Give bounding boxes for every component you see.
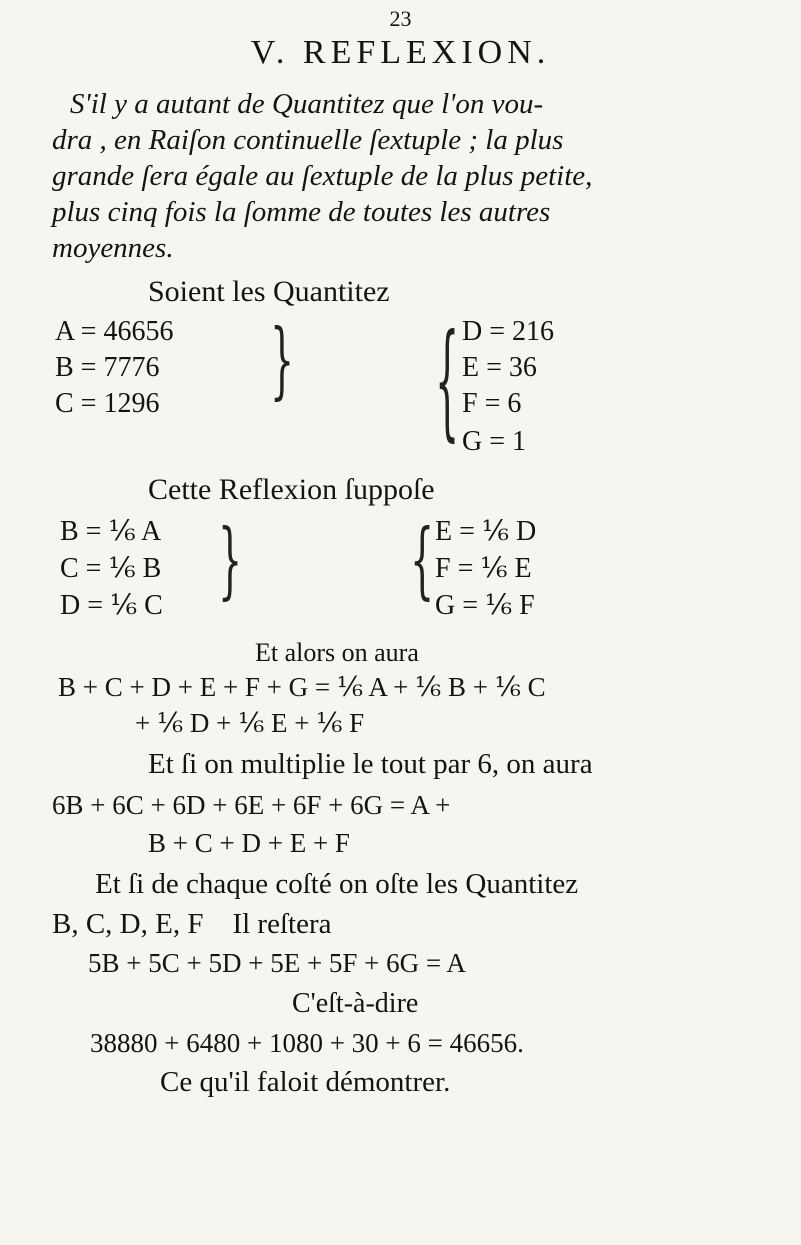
suppose-right-1: E = ⅙ D [435,516,537,547]
mult-equation-2: B + C + D + E + F [148,828,350,858]
proposition-line-2: dra , en Raiſon continuelle ſextuple ; la plus [52,124,564,156]
sum-equation-2: + ⅙ D + ⅙ E + ⅙ F [135,708,365,738]
suppose-intro: Cette Reflexion ſuppoſe [148,473,435,506]
result-equation: 5B + 5C + 5D + 5E + 5F + 6G = A [88,948,466,978]
mult-equation-1: 6B + 6C + 6D + 6E + 6F + 6G = A + [52,790,451,820]
proposition-line-4: plus cinq fois la ſomme de toutes les autres [52,196,551,228]
given-left-2: B = 7776 [55,352,160,383]
given-right-1: D = 216 [462,316,555,347]
remove-list: B, C, D, E, F Il reſtera [52,908,332,940]
cest-a-dire: C'eſt-à-dire [292,988,419,1019]
suppose-left-3: D = ⅙ C [60,590,163,621]
suppose-right-2: F = ⅙ E [435,553,532,584]
proposition-line-3: grande ſera égale au ſextuple de la plus petite, [52,160,593,192]
suppose-left-1: B = ⅙ A [60,516,162,547]
numeric-equation: 38880 + 6480 + 1080 + 30 + 6 = 46656. [90,1028,524,1058]
given-right-2: E = 36 [462,352,537,383]
proposition-line-1: S'il y a autant de Quantitez que l'on vou- [70,88,544,120]
remove-text: Et ſi de chaque coſté on oſte les Quantitez [95,868,579,900]
given-left-3: C = 1296 [55,388,160,419]
given-left-brace: } [270,311,295,409]
given-right-brace: { [435,308,460,454]
sum-equation-1: B + C + D + E + F + G = ⅙ A + ⅙ B + ⅙ C [58,672,546,702]
suppose-right-brace: { [410,511,435,609]
given-right-4: G = 1 [462,426,527,457]
given-intro: Soient les Quantitez [148,275,390,308]
suppose-left-brace: } [218,511,243,609]
given-right-3: F = 6 [462,388,522,419]
conclusion: Ce qu'il faloit démontrer. [160,1066,451,1098]
multiply-text: Et ſi on multiplie le tout par 6, on aura [148,748,593,780]
suppose-right-3: G = ⅙ F [435,590,535,621]
suppose-left-2: C = ⅙ B [60,553,162,584]
alors-text: Et alors on aura [255,638,419,667]
section-heading: V. REFLEXION. [250,34,551,71]
proposition-line-5: moyennes. [52,232,174,264]
given-left-1: A = 46656 [55,316,174,347]
page-number: 23 [389,6,412,31]
